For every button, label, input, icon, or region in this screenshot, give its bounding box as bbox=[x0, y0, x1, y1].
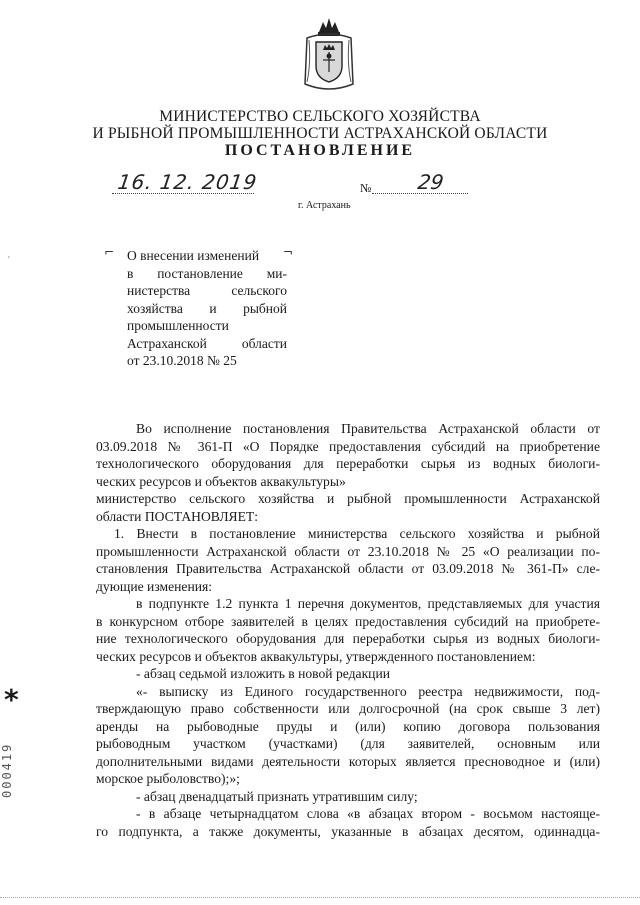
body-line: дополнительными видами деятельности которых является пресноводное и (или) bbox=[96, 753, 600, 769]
body-line: ческих ресурсов и объектов аквакультуры» bbox=[96, 473, 346, 489]
stamp-star: * bbox=[4, 683, 19, 716]
body-line: - абзац двенадцатый признать утратившим силу; bbox=[136, 788, 418, 804]
coat-of-arms-emblem bbox=[301, 14, 357, 94]
body-line: морское рыболовство);»; bbox=[96, 771, 240, 786]
body-line: области ПОСТАНОВЛЯЕТ: bbox=[96, 508, 259, 524]
body-line: в конкурсном отборе заявителей в целях предоставления субсидий на приобрете- bbox=[96, 613, 600, 629]
subject-line: промышленности bbox=[127, 318, 229, 333]
number-underline bbox=[372, 192, 468, 194]
body-line: ческих ресурсов и объектов аквакультуры, утвержденного постановлением: bbox=[96, 648, 536, 664]
stamp-number: 000419 bbox=[0, 742, 14, 798]
body-line: Во исполнение постановления Правительства Астраханской области от bbox=[136, 421, 600, 436]
date-underline bbox=[112, 192, 254, 194]
body-line: тверждающую право собственности или долгосрочной (на срок свыше 3 лет) bbox=[96, 701, 600, 716]
body-line: в подпункте 1.2 пункта 1 перечня документов, представляемых для участия bbox=[136, 596, 600, 611]
city-label: г. Астрахань bbox=[298, 200, 351, 211]
subject-line: О внесении изменений bbox=[127, 248, 260, 263]
body-line: становления Правительства Астраханской области от 03.09.2018 № 361-П» сле- bbox=[96, 561, 600, 576]
body-line: министерство сельского хозяйства и рыбной промышленности Астраханской bbox=[96, 491, 600, 506]
body-line: - в абзаце четырнадцатом слова «в абзацах втором - восьмом настояще- bbox=[136, 806, 600, 821]
body-line: промышленности Астраханской области от 23.10.2018 № 25 «О реализации по- bbox=[96, 543, 600, 559]
subject-line: в постановление ми- bbox=[127, 265, 287, 281]
body-line: «- выписку из Единого государственного реестра недвижимости, под- bbox=[136, 683, 600, 699]
body-line: ние технологического оборудования для переработки сырья из водных биологи- bbox=[96, 631, 600, 646]
subject-corner-left: ⌐ bbox=[104, 245, 115, 259]
body-line: - абзац седьмой изложить в новой редакции bbox=[136, 666, 390, 681]
handwritten-number: 29 bbox=[416, 170, 446, 194]
ministry-name bbox=[0, 108, 640, 142]
subject-line: нистерства сельского bbox=[127, 283, 287, 298]
ministry-name-line1: МИНИСТЕРСТВО СЕЛЬСКОГО ХОЗЯЙСТВА bbox=[159, 108, 481, 125]
subject-corner-right: ¬ bbox=[283, 245, 294, 259]
subject-line: Астраханской области bbox=[127, 335, 287, 351]
body-line: 1. Внести в постановление министерства сельского хозяйства и рыбной bbox=[114, 526, 600, 541]
subject-line: хозяйства и рыбной bbox=[127, 300, 287, 316]
ministry-name-line2: И РЫБНОЙ ПРОМЫШЛЕННОСТИ АСТРАХАНСКОЙ ОБЛАСТИ bbox=[92, 125, 548, 142]
body-line: дующие изменения: bbox=[96, 578, 213, 594]
page-bottom-edge bbox=[0, 897, 640, 898]
body-line: аренды на рыбоводные пруды и (или) копию договора пользования bbox=[96, 718, 600, 734]
body-line: рыбоводным участком (участками) (для заявителей, основным или bbox=[96, 736, 600, 751]
body-line: 03.09.2018 № 361-П «О Порядке предоставления субсидий на приобретение bbox=[96, 438, 600, 454]
margin-tick-mark: ' bbox=[8, 255, 10, 266]
number-label: № bbox=[360, 181, 372, 195]
handwritten-date: 16. 12. 2019 bbox=[116, 170, 259, 194]
document-subject bbox=[127, 247, 287, 370]
document-body bbox=[96, 420, 600, 840]
body-line: го подпункта, а также документы, указанные в абзацах десятом, одиннадца- bbox=[96, 823, 600, 839]
body-line: технологического оборудования для переработки сырья из водных биологи- bbox=[96, 456, 600, 471]
subject-line: от 23.10.2018 № 25 bbox=[127, 353, 237, 368]
document-type-title: ПОСТАНОВЛЕНИЕ bbox=[224, 142, 416, 159]
